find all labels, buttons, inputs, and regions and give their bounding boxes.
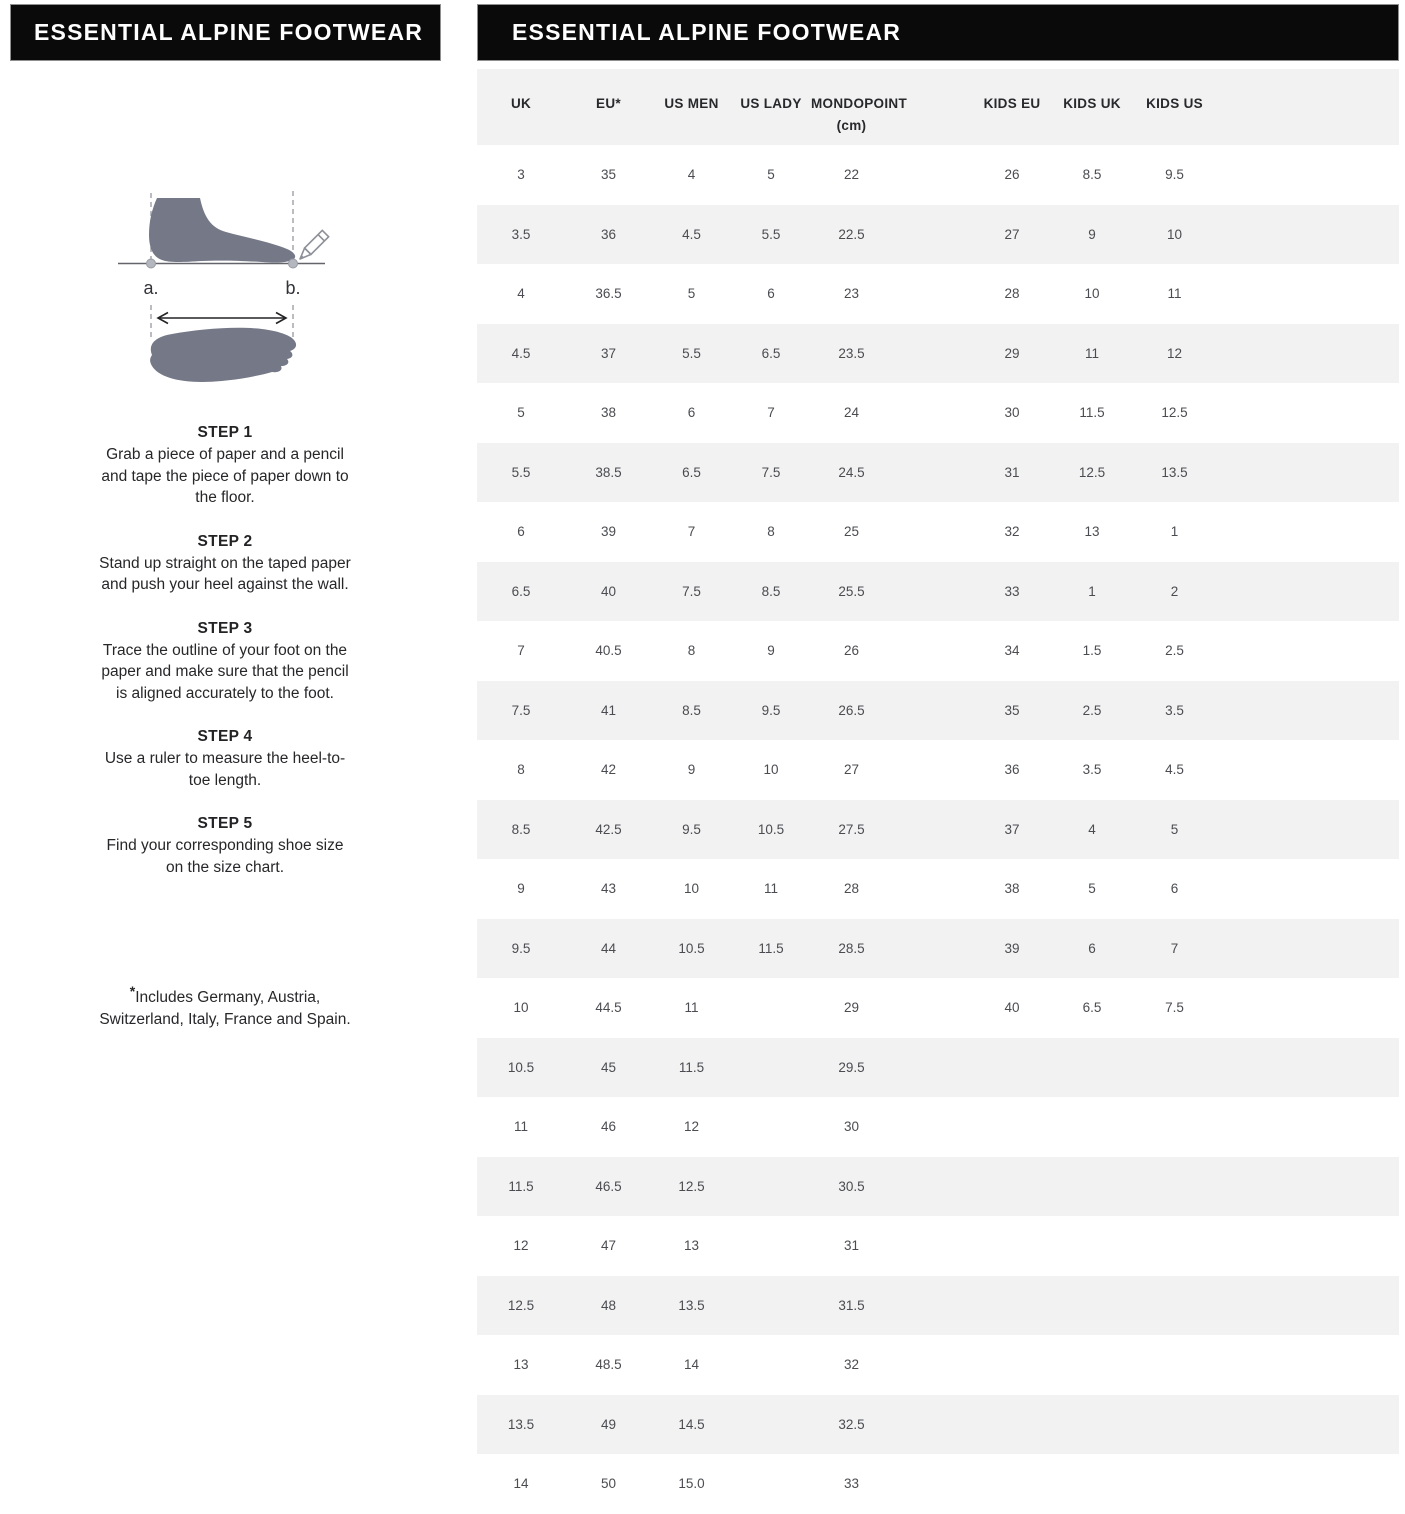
size-cell: 40 (1004, 1000, 1020, 1016)
size-cell: 35 (1004, 702, 1020, 718)
size-cell: 12 (1166, 345, 1183, 361)
size-cell: 32.5 (838, 1416, 865, 1432)
size-cell (731, 1276, 811, 1336)
spacer-cell (892, 383, 972, 443)
foot-measure-diagram (110, 185, 350, 395)
size-cell: 23.5 (838, 345, 865, 361)
size-cell: 11.5 (758, 940, 784, 956)
size-cell: 7.5 (511, 702, 531, 718)
size-cell (1132, 1395, 1217, 1455)
spacer-cell (1217, 1216, 1399, 1276)
size-cell: 6 (687, 405, 696, 421)
spacer-cell (892, 205, 972, 265)
spacer-cell (892, 859, 972, 919)
spacer-cell (1217, 145, 1399, 205)
size-cell: 7 (1170, 940, 1179, 956)
size-cell: 42.5 (595, 821, 622, 837)
size-cell: 36.5 (595, 286, 622, 302)
size-cell: 30 (1004, 405, 1020, 421)
step-1-heading: STEP 1 (197, 424, 253, 441)
size-cell: 8.5 (761, 583, 781, 599)
spacer-cell (892, 1216, 972, 1276)
step-3-heading: STEP 3 (197, 619, 253, 637)
size-cell (1052, 1157, 1132, 1217)
size-cell: 26 (1004, 167, 1020, 183)
size-cell: 12 (513, 1238, 529, 1254)
spacer-cell (892, 681, 972, 741)
toe-marker-dot (289, 259, 298, 268)
size-cell: 10.5 (757, 821, 785, 837)
step-5-heading: STEP 5 (197, 815, 253, 832)
size-cell (1052, 1216, 1132, 1276)
size-cell: 9 (1088, 226, 1096, 242)
size-cell (1052, 1454, 1132, 1514)
table-row (477, 1097, 1399, 1157)
size-cell: 40.5 (595, 643, 622, 659)
size-cell: 10 (1166, 226, 1183, 242)
size-cell: 48 (600, 1297, 617, 1313)
size-cell: 10.5 (507, 1059, 535, 1075)
table-row (477, 1157, 1399, 1217)
size-cell: 31.5 (838, 1297, 865, 1313)
size-cell (972, 1335, 1052, 1395)
size-cell: 13 (513, 1357, 529, 1373)
size-cell: 12.5 (507, 1297, 535, 1313)
spacer-cell (892, 324, 972, 384)
size-cell (731, 1395, 811, 1455)
step-5 (97, 815, 353, 878)
step-4-text: Use a ruler to measure the heel-to-toe length. (104, 750, 346, 789)
size-cell (731, 1454, 811, 1514)
size-cell: 30.5 (838, 1178, 865, 1194)
step-5-text: Find your corresponding shoe size on the size chart. (106, 837, 344, 876)
size-cell: 5.5 (761, 226, 781, 242)
spacer-cell (1217, 1454, 1399, 1514)
heel-marker-dot (147, 259, 156, 268)
size-cell: 22 (843, 167, 860, 183)
table-row (477, 205, 1399, 265)
spacer-cell (892, 264, 972, 324)
size-cell: 13.5 (678, 1297, 705, 1313)
size-cell: 23 (843, 286, 860, 302)
size-cell: 11 (1167, 286, 1182, 302)
size-cell (972, 1276, 1052, 1336)
size-cell: 30 (843, 1119, 860, 1135)
table-title-bar (477, 4, 1399, 61)
left-title: ESSENTIAL ALPINE FOOTWEAR (34, 19, 424, 45)
col-header-us-lady: US LADY (740, 96, 802, 111)
size-cell: 9.5 (761, 702, 781, 718)
size-cell: 5 (1088, 881, 1096, 897)
size-cell (972, 1395, 1052, 1455)
eu-footnote (97, 980, 353, 1031)
spacer-cell (1217, 1335, 1399, 1395)
size-cell: 37 (600, 345, 617, 361)
size-cell: 6.5 (511, 583, 531, 599)
size-cell: 7.5 (682, 583, 701, 599)
spacer-cell (1217, 562, 1399, 622)
table-row (477, 681, 1399, 741)
size-cell: 8 (517, 762, 525, 778)
size-cell: 32 (1004, 524, 1020, 540)
table-row (477, 443, 1399, 503)
size-cell: 6 (1088, 940, 1096, 956)
size-cell (731, 1216, 811, 1276)
spacer-cell (892, 1157, 972, 1217)
size-cell: 28.5 (838, 940, 865, 956)
size-cell: 1 (1088, 583, 1096, 599)
spacer-cell (1217, 740, 1399, 800)
size-cell: 8 (687, 643, 696, 659)
spacer-cell (892, 1454, 972, 1514)
table-row (477, 1395, 1399, 1455)
size-cell: 44 (600, 940, 617, 956)
spacer-cell (892, 621, 972, 681)
step-4 (97, 728, 353, 791)
size-cell (972, 1454, 1052, 1514)
step-4-heading: STEP 4 (197, 728, 253, 745)
spacer-cell (1217, 800, 1399, 860)
size-cell: 13.5 (507, 1416, 535, 1432)
size-cell: 5 (1170, 821, 1179, 837)
size-cell: 9 (687, 762, 696, 778)
size-cell: 38 (1004, 881, 1020, 897)
spacer-column (1217, 69, 1399, 145)
spacer-cell (1217, 978, 1399, 1038)
size-cell: 12 (683, 1119, 700, 1135)
header-row (477, 69, 1399, 145)
size-cell: 11.5 (1079, 405, 1105, 421)
spacer-cell (1217, 1097, 1399, 1157)
size-cell: 31 (1004, 464, 1020, 480)
step-2 (97, 533, 353, 596)
foot-side-shape (149, 198, 295, 263)
size-cell (1132, 1157, 1217, 1217)
size-cell: 26 (843, 643, 860, 659)
table-row (477, 800, 1399, 860)
mondopoint-unit: (cm) (836, 118, 867, 133)
size-cell: 10 (1084, 286, 1100, 302)
size-cell (972, 1157, 1052, 1217)
size-cell: 36 (1004, 762, 1020, 778)
table-row (477, 1216, 1399, 1276)
spacer-cell (1217, 383, 1399, 443)
table-row (477, 740, 1399, 800)
size-cell (731, 1097, 811, 1157)
size-cell: 39 (600, 524, 617, 540)
table-row (477, 1335, 1399, 1395)
table-row (477, 145, 1399, 205)
size-cell: 38 (600, 405, 617, 421)
size-cell: 11 (684, 1000, 699, 1016)
col-header-us-men: US MEN (664, 96, 719, 111)
col-header-kids-uk: KIDS UK (1063, 96, 1121, 111)
size-cell: 9.5 (1165, 167, 1184, 183)
size-cell: 1 (1170, 524, 1179, 540)
step-1-text: Grab a piece of paper and a pencil and tape the piece of paper down to the floor. (101, 446, 349, 506)
size-cell (1052, 1395, 1132, 1455)
size-cell: 9.5 (511, 940, 531, 956)
spacer-cell (1217, 1157, 1399, 1217)
table-row (477, 978, 1399, 1038)
spacer-cell (1217, 1276, 1399, 1336)
size-cell: 40 (600, 583, 617, 599)
size-cell: 11.5 (678, 1059, 705, 1075)
size-cell: 7 (687, 524, 696, 540)
table-row (477, 562, 1399, 622)
size-cell (972, 1038, 1052, 1098)
size-cell: 32 (843, 1357, 860, 1373)
step-1 (97, 424, 353, 509)
size-cell: 10 (763, 762, 779, 778)
size-cell: 7 (767, 405, 775, 421)
size-chart-body (477, 145, 1399, 1514)
size-cell (731, 978, 811, 1038)
size-cell: 3.5 (1082, 762, 1102, 778)
left-title-bar (10, 4, 441, 61)
pencil-icon (297, 230, 329, 262)
size-cell: 33 (1004, 583, 1020, 599)
size-cell: 45 (600, 1059, 617, 1075)
size-cell: 13.5 (1161, 464, 1188, 480)
spacer-cell (1217, 443, 1399, 503)
size-cell: 47 (600, 1238, 617, 1254)
size-chart-table (477, 69, 1399, 1514)
table-title: ESSENTIAL ALPINE FOOTWEAR (512, 19, 902, 45)
spacer-cell (1217, 205, 1399, 265)
step-3 (97, 620, 353, 705)
size-cell: 29.5 (838, 1059, 865, 1075)
point-b-label: b. (285, 278, 301, 298)
size-cell: 35 (600, 167, 617, 183)
size-cell: 6.5 (1082, 1000, 1102, 1016)
size-cell: 2.5 (1082, 702, 1102, 718)
size-cell: 12.5 (1161, 405, 1188, 421)
size-cell: 48.5 (595, 1357, 622, 1373)
size-cell: 7.5 (1165, 1000, 1184, 1016)
size-cell: 5 (687, 286, 696, 302)
size-cell: 25 (843, 524, 860, 540)
size-cell (731, 1038, 811, 1098)
size-cell: 6.5 (682, 464, 701, 480)
size-cell: 5 (767, 167, 775, 183)
size-cell: 46.5 (595, 1178, 622, 1194)
measurement-steps (97, 424, 353, 902)
col-header-uk: UK (510, 96, 532, 111)
size-cell: 11 (763, 881, 778, 897)
size-cell: 27 (843, 762, 860, 778)
size-cell: 42 (600, 762, 617, 778)
spacer-cell (892, 1097, 972, 1157)
size-cell: 43 (600, 881, 617, 897)
size-cell: 4.5 (1165, 762, 1184, 778)
size-cell: 15.0 (678, 1476, 705, 1492)
size-cell: 6.5 (761, 345, 781, 361)
size-cell (1052, 1276, 1132, 1336)
size-cell: 7 (517, 643, 525, 659)
size-cell: 31 (843, 1238, 860, 1254)
spacer-cell (892, 145, 972, 205)
spacer-cell (1217, 681, 1399, 741)
size-cell: 29 (1004, 345, 1020, 361)
spacer-cell (892, 800, 972, 860)
step-3-text: Trace the outline of your foot on the paper and make sure that the pencil is aligned accurately to the foot. (101, 641, 349, 702)
size-cell (1132, 1335, 1217, 1395)
size-cell: 29 (843, 1000, 860, 1016)
size-cell: 4.5 (682, 226, 701, 242)
size-cell (1132, 1097, 1217, 1157)
spacer-cell (892, 1038, 972, 1098)
size-cell: 13 (683, 1238, 700, 1254)
spacer-cell (892, 1335, 972, 1395)
size-cell: 9.5 (682, 821, 701, 837)
size-cell: 10 (513, 1000, 529, 1016)
table-row (477, 859, 1399, 919)
size-cell: 26.5 (838, 702, 865, 718)
size-cell: 10.5 (678, 940, 705, 956)
table-row (477, 919, 1399, 979)
size-cell: 37 (1004, 821, 1020, 837)
size-cell (1052, 1038, 1132, 1098)
size-cell (731, 1157, 811, 1217)
spacer-cell (1217, 502, 1399, 562)
size-cell: 50 (600, 1476, 617, 1492)
size-cell: 8 (767, 524, 775, 540)
table-row (477, 324, 1399, 384)
size-cell: 14 (683, 1357, 700, 1373)
size-cell: 8.5 (511, 821, 531, 837)
size-cell: 4.5 (511, 345, 531, 361)
size-cell (1052, 1097, 1132, 1157)
col-header-mondopoint: MONDOPOINT (cm) (811, 96, 907, 133)
spacer-cell (1217, 621, 1399, 681)
table-row (477, 1454, 1399, 1514)
footprint-top-shape (150, 328, 296, 382)
size-cell: 27 (1004, 226, 1020, 242)
step-2-text: Stand up straight on the taped paper and push your heel against the wall. (99, 554, 351, 593)
size-cell: 3.5 (1165, 702, 1184, 718)
size-cell: 3.5 (511, 226, 531, 242)
size-cell: 4 (517, 286, 525, 302)
size-cell: 49 (600, 1416, 617, 1432)
size-cell: 14 (513, 1476, 529, 1492)
table-row (477, 383, 1399, 443)
size-cell: 13 (1084, 524, 1100, 540)
size-cell: 2 (1170, 583, 1179, 599)
size-cell: 39 (1004, 940, 1020, 956)
size-cell: 34 (1004, 643, 1020, 659)
size-cell: 6 (767, 286, 775, 302)
table-row (477, 264, 1399, 324)
size-cell (972, 1216, 1052, 1276)
size-cell: 33 (843, 1476, 860, 1492)
size-cell: 36 (600, 226, 617, 242)
spacer-cell (892, 919, 972, 979)
size-cell: 9 (517, 881, 525, 897)
spacer-cell (892, 740, 972, 800)
table-row (477, 1276, 1399, 1336)
size-cell: 12.5 (678, 1178, 705, 1194)
col-header-eu: EU* (596, 96, 621, 111)
spacer-cell (892, 978, 972, 1038)
size-cell: 4 (687, 167, 696, 183)
footnote-text: Includes Germany, Austria, Switzerland, Italy, France and Spain. (99, 989, 351, 1029)
size-cell: 41 (600, 702, 617, 718)
size-cell: 3 (517, 167, 525, 183)
size-cell: 6 (1170, 881, 1179, 897)
size-cell: 24.5 (838, 464, 865, 480)
spacer-cell (892, 1276, 972, 1336)
spacer-cell (892, 562, 972, 622)
spacer-cell (1217, 859, 1399, 919)
size-cell (1132, 1276, 1217, 1336)
size-cell: 11 (1084, 345, 1099, 361)
size-cell: 5.5 (511, 464, 531, 480)
spacer-cell (1217, 919, 1399, 979)
footnote-asterisk: * (129, 983, 136, 999)
size-cell: 25.5 (838, 583, 865, 599)
size-cell: 8.5 (682, 702, 701, 718)
table-row (477, 502, 1399, 562)
size-cell (972, 1097, 1052, 1157)
size-cell: 5 (517, 405, 525, 421)
size-cell: 46 (600, 1119, 617, 1135)
table-row (477, 1038, 1399, 1098)
size-cell: 38.5 (595, 464, 622, 480)
size-cell: 27.5 (838, 821, 865, 837)
size-cell (1132, 1038, 1217, 1098)
table-row (477, 621, 1399, 681)
size-cell: 5.5 (682, 345, 701, 361)
spacer-cell (1217, 1038, 1399, 1098)
size-cell: 44.5 (595, 1000, 622, 1016)
size-cell (731, 1335, 811, 1395)
spacer-cell (892, 443, 972, 503)
size-cell: 10 (683, 881, 700, 897)
size-cell (1052, 1335, 1132, 1395)
size-cell (1132, 1216, 1217, 1276)
size-cell: 11 (513, 1119, 528, 1135)
size-cell: 24 (843, 405, 860, 421)
size-cell: 22.5 (838, 226, 865, 242)
spacer-cell (892, 1395, 972, 1455)
spacer-cell (1217, 264, 1399, 324)
size-cell: 4 (1088, 821, 1096, 837)
col-header-kids-eu: KIDS EU (983, 96, 1041, 111)
size-cell: 28 (1004, 286, 1020, 302)
size-cell: 1.5 (1082, 643, 1102, 659)
size-cell: 11.5 (508, 1178, 534, 1194)
size-cell (1132, 1454, 1217, 1514)
size-cell: 14.5 (678, 1416, 705, 1432)
spacer-cell (1217, 1395, 1399, 1455)
step-2-heading: STEP 2 (197, 532, 253, 550)
size-cell: 7.5 (761, 464, 781, 480)
point-a-label: a. (143, 278, 159, 298)
size-cell: 2.5 (1165, 643, 1184, 659)
size-cell: 28 (843, 881, 860, 897)
col-header-kids-us: KIDS US (1146, 96, 1203, 111)
size-cell: 6 (517, 524, 525, 540)
size-cell: 8.5 (1082, 167, 1102, 183)
length-arrow (158, 313, 286, 324)
spacer-cell (1217, 324, 1399, 384)
spacer-cell (892, 502, 972, 562)
size-cell: 12.5 (1078, 464, 1106, 480)
size-cell: 9 (767, 643, 775, 659)
